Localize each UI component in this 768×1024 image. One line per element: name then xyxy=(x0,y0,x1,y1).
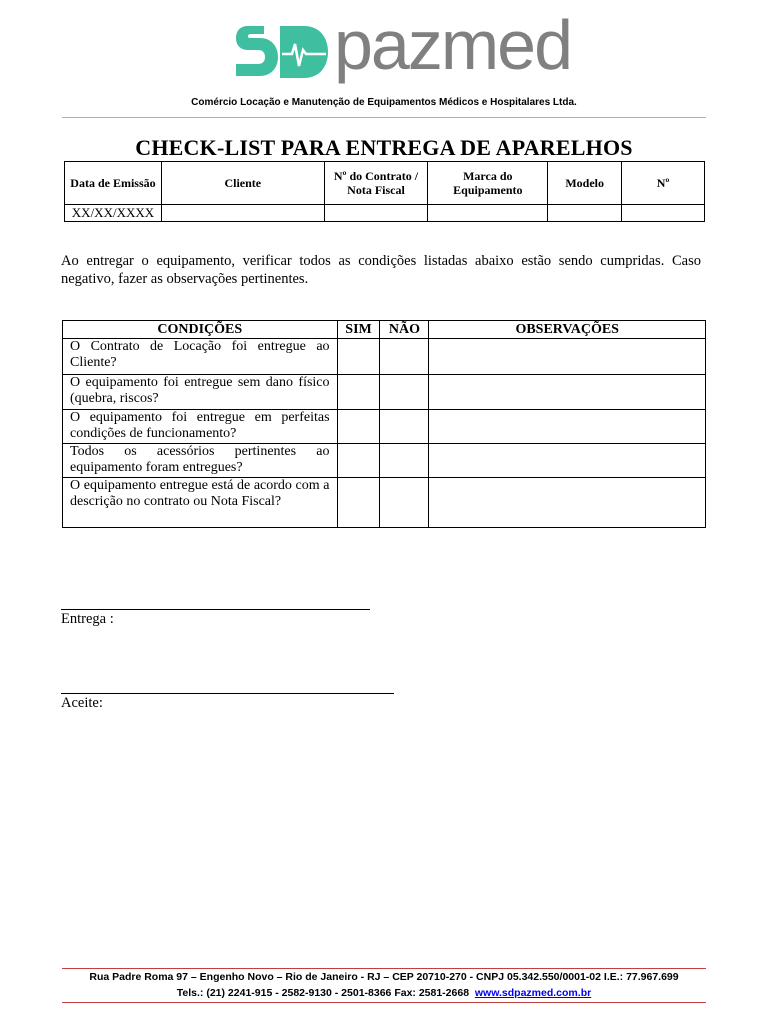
header-equipment-brand: Marca do Equipamento xyxy=(428,162,548,205)
info-table xyxy=(64,161,705,222)
info-table-row xyxy=(65,205,705,222)
model-cell[interactable] xyxy=(548,205,622,222)
yes-cell[interactable] xyxy=(337,410,380,444)
info-table-header xyxy=(65,162,705,205)
client-cell[interactable] xyxy=(161,205,324,222)
observations-cell[interactable] xyxy=(429,339,706,375)
footer-divider-bottom xyxy=(62,1002,706,1003)
yes-cell[interactable] xyxy=(337,375,380,410)
delivery-signature-label: Entrega : xyxy=(61,611,114,627)
acceptance-signature-line[interactable] xyxy=(61,693,394,694)
header-no: NÃO xyxy=(380,321,429,339)
footer-phones: Tels.: (21) 2241-915 - 2582-9130 - 2501-8366 Fax: 2581-2668 xyxy=(176,987,470,999)
number-cell[interactable] xyxy=(622,205,705,222)
header-yes: SIM xyxy=(337,321,380,339)
intro-paragraph: Ao entregar o equipamento, verificar todos as condições listadas abaixo estão sendo cumpridas. Caso negativo, fazer as observações pertinentes. xyxy=(61,253,701,287)
condition-text: O equipamento entregue está de acordo com a descrição no contrato ou Nota Fiscal? xyxy=(63,478,338,528)
condition-text: O equipamento foi entregue em perfeitas condições de funcionamento? xyxy=(63,410,338,444)
condition-row xyxy=(63,410,706,444)
logo-wordmark: pazmed xyxy=(334,6,572,84)
no-cell[interactable] xyxy=(380,339,429,375)
issue-date-cell[interactable]: XX/XX/XXXX xyxy=(65,205,162,222)
acceptance-signature-label: Aceite: xyxy=(61,695,103,711)
sd-logo-mark xyxy=(234,22,330,82)
footer-address: Rua Padre Roma 97 – Engenho Novo – Rio de Janeiro - RJ – CEP 20710-270 - CNPJ 05.342.550/0001-02 I.E.: 77.967.699 xyxy=(89,971,679,983)
footer-divider-top xyxy=(62,968,706,969)
no-cell[interactable] xyxy=(380,478,429,528)
header-divider xyxy=(62,117,706,118)
company-logo xyxy=(234,6,572,94)
observations-cell[interactable] xyxy=(429,375,706,410)
header-model: Modelo xyxy=(548,162,622,205)
no-cell[interactable] xyxy=(380,444,429,478)
yes-cell[interactable] xyxy=(337,444,380,478)
condition-row xyxy=(63,478,706,528)
conditions-table xyxy=(62,320,706,528)
conditions-table-header xyxy=(63,321,706,339)
delivery-signature-line[interactable] xyxy=(61,609,370,610)
contract-number-cell[interactable] xyxy=(324,205,428,222)
page-title: CHECK-LIST PARA ENTREGA DE APARELHOS xyxy=(135,135,633,160)
observations-cell[interactable] xyxy=(429,444,706,478)
condition-row xyxy=(63,339,706,375)
condition-row xyxy=(63,375,706,410)
yes-cell[interactable] xyxy=(337,478,380,528)
company-tagline: Comércio Locação e Manutenção de Equipamentos Médicos e Hospitalares Ltda. xyxy=(191,97,577,108)
condition-row xyxy=(63,444,706,478)
header-conditions: CONDIÇÕES xyxy=(63,321,338,339)
observations-cell[interactable] xyxy=(429,478,706,528)
observations-cell[interactable] xyxy=(429,410,706,444)
no-cell[interactable] xyxy=(380,375,429,410)
header-observations: OBSERVAÇÕES xyxy=(429,321,706,339)
condition-text: O Contrato de Locação foi entregue ao Cliente? xyxy=(63,339,338,375)
header-contract-number: Nº do Contrato / Nota Fiscal xyxy=(324,162,428,205)
equipment-brand-cell[interactable] xyxy=(428,205,548,222)
no-cell[interactable] xyxy=(380,410,429,444)
yes-cell[interactable] xyxy=(337,339,380,375)
header-client: Cliente xyxy=(161,162,324,205)
website-link[interactable]: www.sdpazmed.com.br xyxy=(474,987,592,999)
header-issue-date: Data de Emissão xyxy=(65,162,162,205)
footer-contacts xyxy=(0,987,768,999)
header-number: Nº xyxy=(622,162,705,205)
condition-text: O equipamento foi entregue sem dano físico (quebra, riscos? xyxy=(63,375,338,410)
condition-text: Todos os acessórios pertinentes ao equipamento foram entregues? xyxy=(63,444,338,478)
